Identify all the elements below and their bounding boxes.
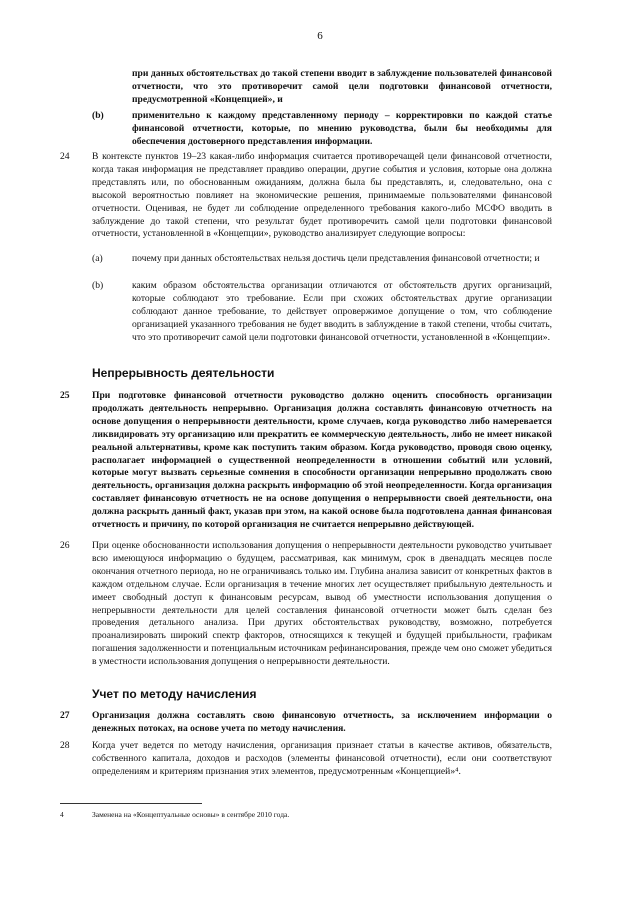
paragraph-number-27: 27: [60, 710, 70, 721]
footnote-divider: [60, 803, 202, 804]
paragraph-number-26: 26: [60, 540, 70, 551]
section-heading-accrual: Учет по методу начисления: [92, 687, 257, 701]
paragraph-number-24: 24: [60, 151, 70, 162]
continuation-text: при данных обстоятельствах до такой степени вводит в заблуждение пользователей финансовой отчетности, что это противоречит самой цели подготовки финансовой отчетности, предусмотренной «Концепцией», и: [132, 68, 552, 105]
paragraph-24-text: В контексте пунктов 19–23 какая-либо информация считается противоречащей цели финансовой отчетности, когда такая информация не представляет правдиво операции, другие события и условия, которые она должна представлять или, по обоснованным ожиданиям, должна была бы представлять, и, следовательно, она с высокой вероятностью повлияет на экономические решения, принимаемые пользователями финансовой отчетности. Оценивая, не будет ли соблюдение определенного требования какого-либо МСФО вводить в заблуждение до такой степени, что результат будет противоречить самой цели подготовки финансовой отчетности, установленной в «Концепции», руководство анализирует следующие вопросы:: [92, 151, 552, 240]
paragraph-number-25: 25: [60, 390, 70, 401]
footnote-mark: 4: [60, 810, 64, 819]
para24-item-a-label: (a): [92, 253, 103, 264]
item-b-label: (b): [92, 110, 104, 121]
para24-item-b-label: (b): [92, 280, 104, 291]
paragraph-number-28: 28: [60, 740, 70, 751]
page-number: 6: [317, 30, 323, 42]
paragraph-25-text: При подготовке финансовой отчетности руководство должно оценить способность организации продолжать деятельность непрерывно. Организация должна составлять финансовую отчетность на основе допущения о непрерывности деятельности, кроме случаев, когда руководство либо намеревается ликвидировать эту организацию или прекратить ее коммерческую деятельность, либо не имеет никакой реальной альтернативы, кроме как поступить таким образом. Когда руководство, проводя свою оценку, располагает информацией о существенной неопределенности в отношении событий или условий, которые могут вызвать серьезные сомнения в способности организации непрерывно продолжать свою деятельность, организация должна раскрыть информацию об этой неопределенности. Когда организация составляет финансовую отчетность не на основе допущения о непрерывности своей деятельности, она должна раскрыть данный факт, указав при этом, на какой основе была подготовлена данная финансовая отчетность и причину, по которой организация не считается непрерывно действующей.: [92, 390, 552, 531]
paragraph-27-text: Организация должна составлять свою финансовую отчетность, за исключением информации о денежных потоках, на основе учета по методу начисления.: [92, 710, 552, 734]
paragraph-26-text: При оценке обоснованности использования допущения о непрерывности деятельности руководство учитывает всю имеющуюся информацию о будущем, рассматривая, как минимум, срок в двенадцать месяцев после окончания отчетного периода, но не ограничиваясь только им. Глубина анализа зависит от конкретных фактов в каждом отдельном случае. Если организация в течение многих лет осуществляет прибыльную деятельность и имеет свободный доступ к финансовым ресурсам, вывод об уместности использования допущения о непрерывности деятельности для целей составления финансовой отчетности может быть сделан без проведения детального анализа. При других обстоятельствах руководству, возможно, потребуется проанализировать широкий спектр факторов, относящихся к текущей и будущей прибыльности, графикам погашения задолженности и потенциальным источникам рефинансирования, прежде чем оно сможет убедиться в уместности использования допущения о непрерывности деятельности.: [92, 540, 552, 668]
para24-item-a-text: почему при данных обстоятельствах нельзя достичь цели представления финансовой отчетности; и: [132, 253, 540, 264]
section-heading-going-concern: Непрерывность деятельности: [92, 366, 275, 380]
para24-item-b-text: каким образом обстоятельства организации отличаются от обстоятельств других организаций, которые соблюдают это требование. Если при схожих обстоятельствах другие организации соблюдают данное требование, то действует опровержимое допущение о том, что соблюдение организацией указанного требования не будет вводить в заблуждение в такой степени, чтобы считать, что это противоречит самой цели подготовки финансовой отчетности, установленной в «Концепции».: [132, 280, 552, 343]
footnote-text: Заменена на «Концептуальные основы» в сентябре 2010 года.: [92, 810, 290, 819]
paragraph-28-text: Когда учет ведется по методу начисления, организация признает статьи в качестве активов, обязательств, собственного капитала, доходов и расходов (элементы финансовой отчетности), если они соответствуют определениям и критериям признания этих элементов, предусмотренным «Концепцией»⁴.: [92, 740, 552, 777]
item-b-text: применительно к каждому представленному периоду – корректировки по каждой статье финансовой отчетности, которые, по мнению руководства, были бы необходимы для обеспечения достоверного представления информации.: [132, 110, 552, 147]
